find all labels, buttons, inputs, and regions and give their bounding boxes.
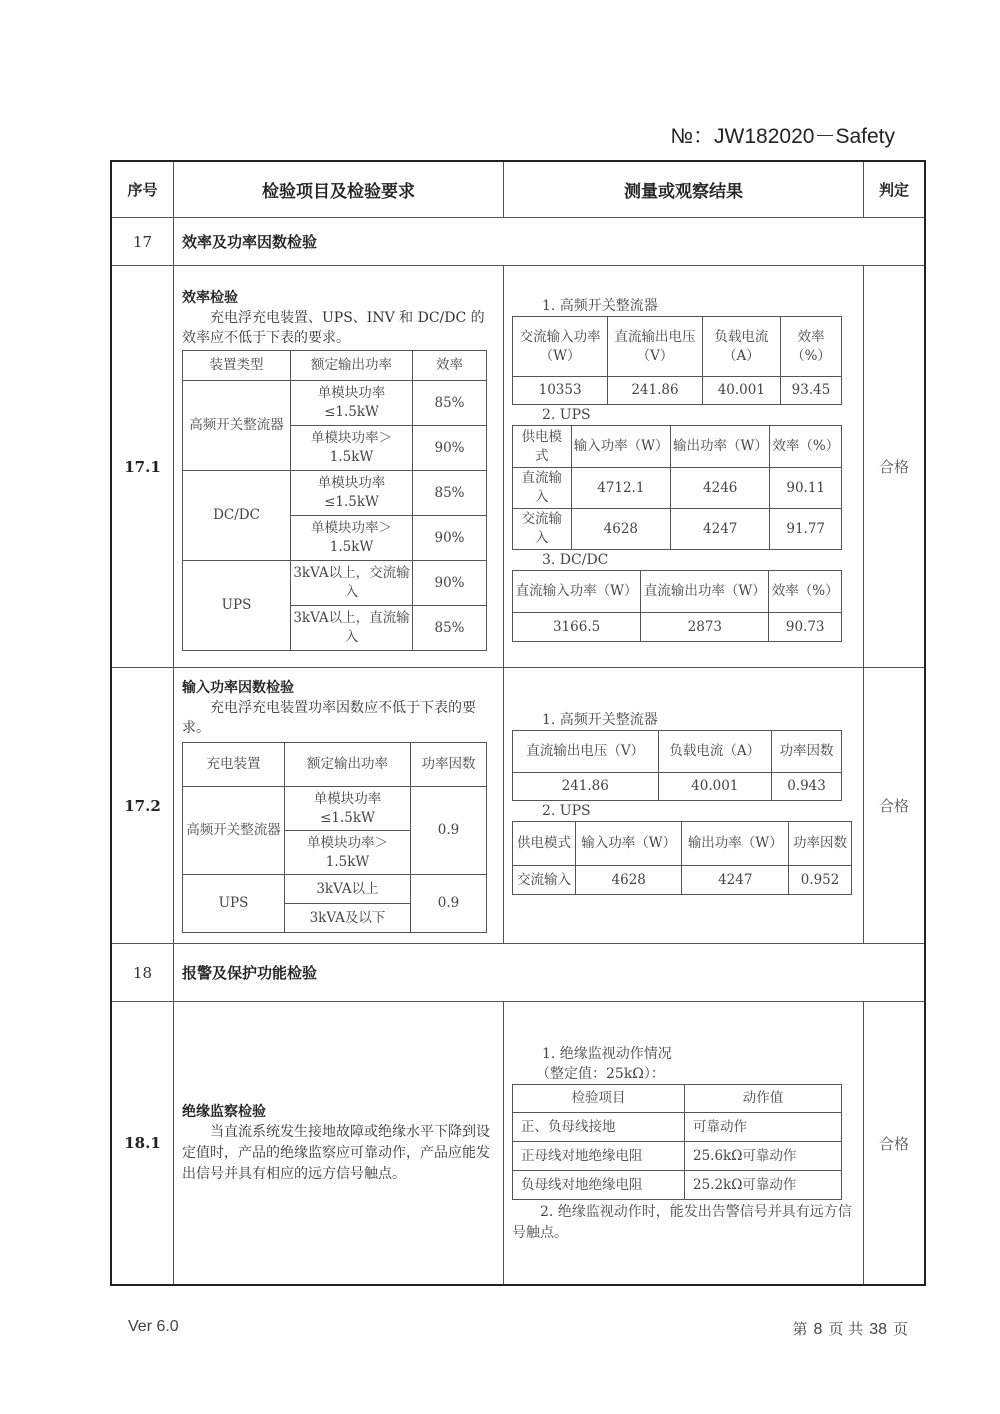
header-result: 测量或观察结果	[504, 162, 864, 217]
table-cell: 241.86	[608, 377, 702, 405]
result-caption: 2. UPS	[542, 803, 591, 819]
requirement-cell	[174, 266, 504, 667]
power-rating: 单模块功率≤1.5kW	[285, 787, 411, 831]
table-cell: 91.77	[770, 509, 842, 550]
page-indicator	[792, 1318, 908, 1339]
power-rating: 单模块功率＞1.5kW	[291, 516, 413, 561]
result-table-ups	[512, 821, 852, 895]
table-header-cell: 直流输出电压（V）	[608, 317, 702, 377]
verdict: 合格	[878, 797, 909, 815]
power-rating: 单模块功率＞1.5kW	[291, 426, 413, 471]
table-header-cell: 动作值	[685, 1085, 842, 1113]
page-prefix: 第	[792, 1320, 808, 1338]
document-number: №：JW182020－Safety	[670, 125, 895, 148]
power-rating: 单模块功率≤1.5kW	[291, 471, 413, 516]
table-cell: 正、负母线接地	[513, 1113, 685, 1142]
table-cell: 40.001	[658, 773, 772, 801]
table-header-cell: 效率（%）	[780, 317, 841, 377]
table-cell: 4246	[671, 468, 770, 509]
section-18	[112, 944, 924, 1002]
version-label: Ver 6.0	[128, 1318, 179, 1335]
table-header-cell: 额定输出功率	[285, 743, 411, 787]
table-header-cell: 负载电流（A）	[658, 731, 772, 773]
table-header-cell: 额定输出功率	[291, 351, 413, 381]
table-cell: 交流输入	[513, 866, 576, 895]
result-table-dcdc	[512, 570, 842, 642]
power-rating: 3kVA及以下	[285, 904, 411, 933]
table-cell: 10353	[513, 377, 608, 405]
power-rating: 单模块功率≤1.5kW	[291, 381, 413, 426]
page-suffix: 页	[892, 1320, 908, 1338]
header-item: 检验项目及检验要求	[174, 162, 504, 217]
device-type: 高频开关整流器	[183, 381, 291, 471]
requirement-title: 输入功率因数检验	[182, 680, 294, 696]
table-cell: 负母线对地绝缘电阻	[513, 1171, 685, 1200]
section-number: 18	[112, 944, 174, 1001]
result-note: 2. 绝缘监视动作时，能发出告警信号并具有远方信号触点。	[512, 1204, 852, 1241]
result-table-rectifier	[512, 316, 842, 405]
table-cell: 4628	[575, 866, 682, 895]
table-header-cell: 输入功率（W）	[571, 426, 670, 468]
table-cell: 0.952	[789, 866, 852, 895]
table-cell: 25.2kΩ可靠动作	[685, 1171, 842, 1200]
table-header-cell: 直流输出功率（W）	[641, 571, 769, 613]
section-title: 报警及保护功能检验	[182, 964, 318, 982]
section-17-2	[112, 668, 924, 944]
requirement-text: 充电浮充电装置、UPS、INV 和 DC/DC 的效率应不低于下表的要求。	[182, 310, 485, 346]
result-caption: 1. 高频开关整流器	[542, 298, 658, 314]
efficiency: 90%	[413, 561, 487, 606]
table-cell: 4628	[571, 509, 670, 550]
table-header-cell: 供电模式	[513, 822, 576, 866]
device-type: UPS	[183, 875, 285, 933]
power-rating: 单模块功率＞1.5kW	[285, 831, 411, 875]
table-header-cell: 效率（%）	[770, 426, 842, 468]
table-header-cell: 功率因数	[789, 822, 852, 866]
table-header-cell: 输入功率（W）	[575, 822, 682, 866]
table-cell: 0.943	[772, 773, 842, 801]
requirement-title: 效率检验	[182, 290, 238, 306]
requirement-text: 充电浮充电装置功率因数应不低于下表的要求。	[182, 700, 476, 736]
power-factor: 0.9	[411, 875, 487, 933]
efficiency: 90%	[413, 426, 487, 471]
power-rating: 3kVA以上，交流输入	[291, 561, 413, 606]
table-cell: 93.45	[780, 377, 841, 405]
table-cell: 3166.5	[513, 613, 641, 642]
requirement-cell	[174, 668, 504, 943]
efficiency: 85%	[413, 471, 487, 516]
requirement-table	[182, 350, 487, 651]
result-caption: 3. DC/DC	[542, 552, 609, 568]
table-cell: 4247	[682, 866, 789, 895]
power-factor: 0.9	[411, 787, 487, 875]
efficiency: 85%	[413, 381, 487, 426]
table-cell: 可靠动作	[685, 1113, 842, 1142]
verdict: 合格	[878, 458, 909, 476]
table-header	[112, 162, 924, 218]
table-header-cell: 直流输出电压（V）	[513, 731, 659, 773]
section-title: 效率及功率因数检验	[182, 233, 318, 251]
table-header-cell: 装置类型	[183, 351, 291, 381]
requirement-table	[182, 742, 487, 933]
section-18-1	[112, 1002, 924, 1284]
result-caption: 2. UPS	[542, 407, 591, 423]
result-cell	[504, 266, 864, 667]
device-type: UPS	[183, 561, 291, 651]
table-cell: 90.73	[769, 613, 842, 642]
result-table-rectifier	[512, 730, 842, 801]
device-type: 高频开关整流器	[183, 787, 285, 875]
verdict: 合格	[878, 1134, 909, 1153]
result-table-insulation	[512, 1084, 842, 1200]
table-cell: 4712.1	[571, 468, 670, 509]
table-header-cell: 负载电流（A）	[702, 317, 780, 377]
table-cell: 90.11	[770, 468, 842, 509]
table-cell: 直流输入	[513, 468, 572, 509]
power-rating: 3kVA以上，直流输入	[291, 606, 413, 651]
section-number: 18.1	[112, 1002, 174, 1284]
efficiency: 85%	[413, 606, 487, 651]
section-17	[112, 218, 924, 266]
result-table-ups	[512, 425, 842, 550]
table-header-cell: 效率（%）	[769, 571, 842, 613]
table-header-cell: 交流输入功率（W）	[513, 317, 608, 377]
device-type: DC/DC	[183, 471, 291, 561]
requirement-cell	[174, 1002, 504, 1284]
table-header-cell: 功率因数	[411, 743, 487, 787]
section-number: 17.2	[112, 668, 174, 943]
page-middle: 页 共	[828, 1320, 864, 1338]
page-number: 8	[813, 1321, 823, 1338]
table-cell: 241.86	[513, 773, 659, 801]
table-header-cell: 充电装置	[183, 743, 285, 787]
table-cell: 4247	[671, 509, 770, 550]
table-header-cell: 检验项目	[513, 1085, 685, 1113]
table-cell: 25.6kΩ可靠动作	[685, 1142, 842, 1171]
table-header-cell: 输出功率（W）	[671, 426, 770, 468]
requirement-text: 当直流系统发生接地故障或绝缘水平下降到设定值时，产品的绝缘监察应可靠动作，产品应能发出信号并具有相应的远方信号触点。	[182, 1123, 490, 1182]
result-caption: 1. 高频开关整流器	[542, 712, 658, 728]
table-header-cell: 直流输入功率（W）	[513, 571, 641, 613]
table-cell: 交流输入	[513, 509, 572, 550]
result-cell	[504, 1002, 864, 1284]
table-header-cell: 供电模式	[513, 426, 572, 468]
result-caption: 1. 绝缘监视动作情况	[542, 1046, 672, 1062]
table-header-cell: 功率因数	[772, 731, 842, 773]
power-rating: 3kVA以上	[285, 875, 411, 904]
table-cell: 正母线对地绝缘电阻	[513, 1142, 685, 1171]
table-header-cell: 效率	[413, 351, 487, 381]
header-seq: 序号	[112, 162, 174, 217]
section-number: 17.1	[112, 266, 174, 667]
section-number: 17	[112, 218, 174, 265]
section-17-1	[112, 266, 924, 668]
inspection-table	[110, 160, 926, 1286]
table-header-cell: 输出功率（W）	[682, 822, 789, 866]
efficiency: 90%	[413, 516, 487, 561]
header-verdict: 判定	[878, 181, 909, 199]
table-cell: 2873	[641, 613, 769, 642]
result-caption-setpoint: （整定值：25kΩ）：	[536, 1066, 665, 1082]
total-pages: 38	[869, 1321, 887, 1338]
requirement-title: 绝缘监察检验	[182, 1103, 266, 1120]
result-cell	[504, 668, 864, 943]
table-cell: 40.001	[702, 377, 780, 405]
